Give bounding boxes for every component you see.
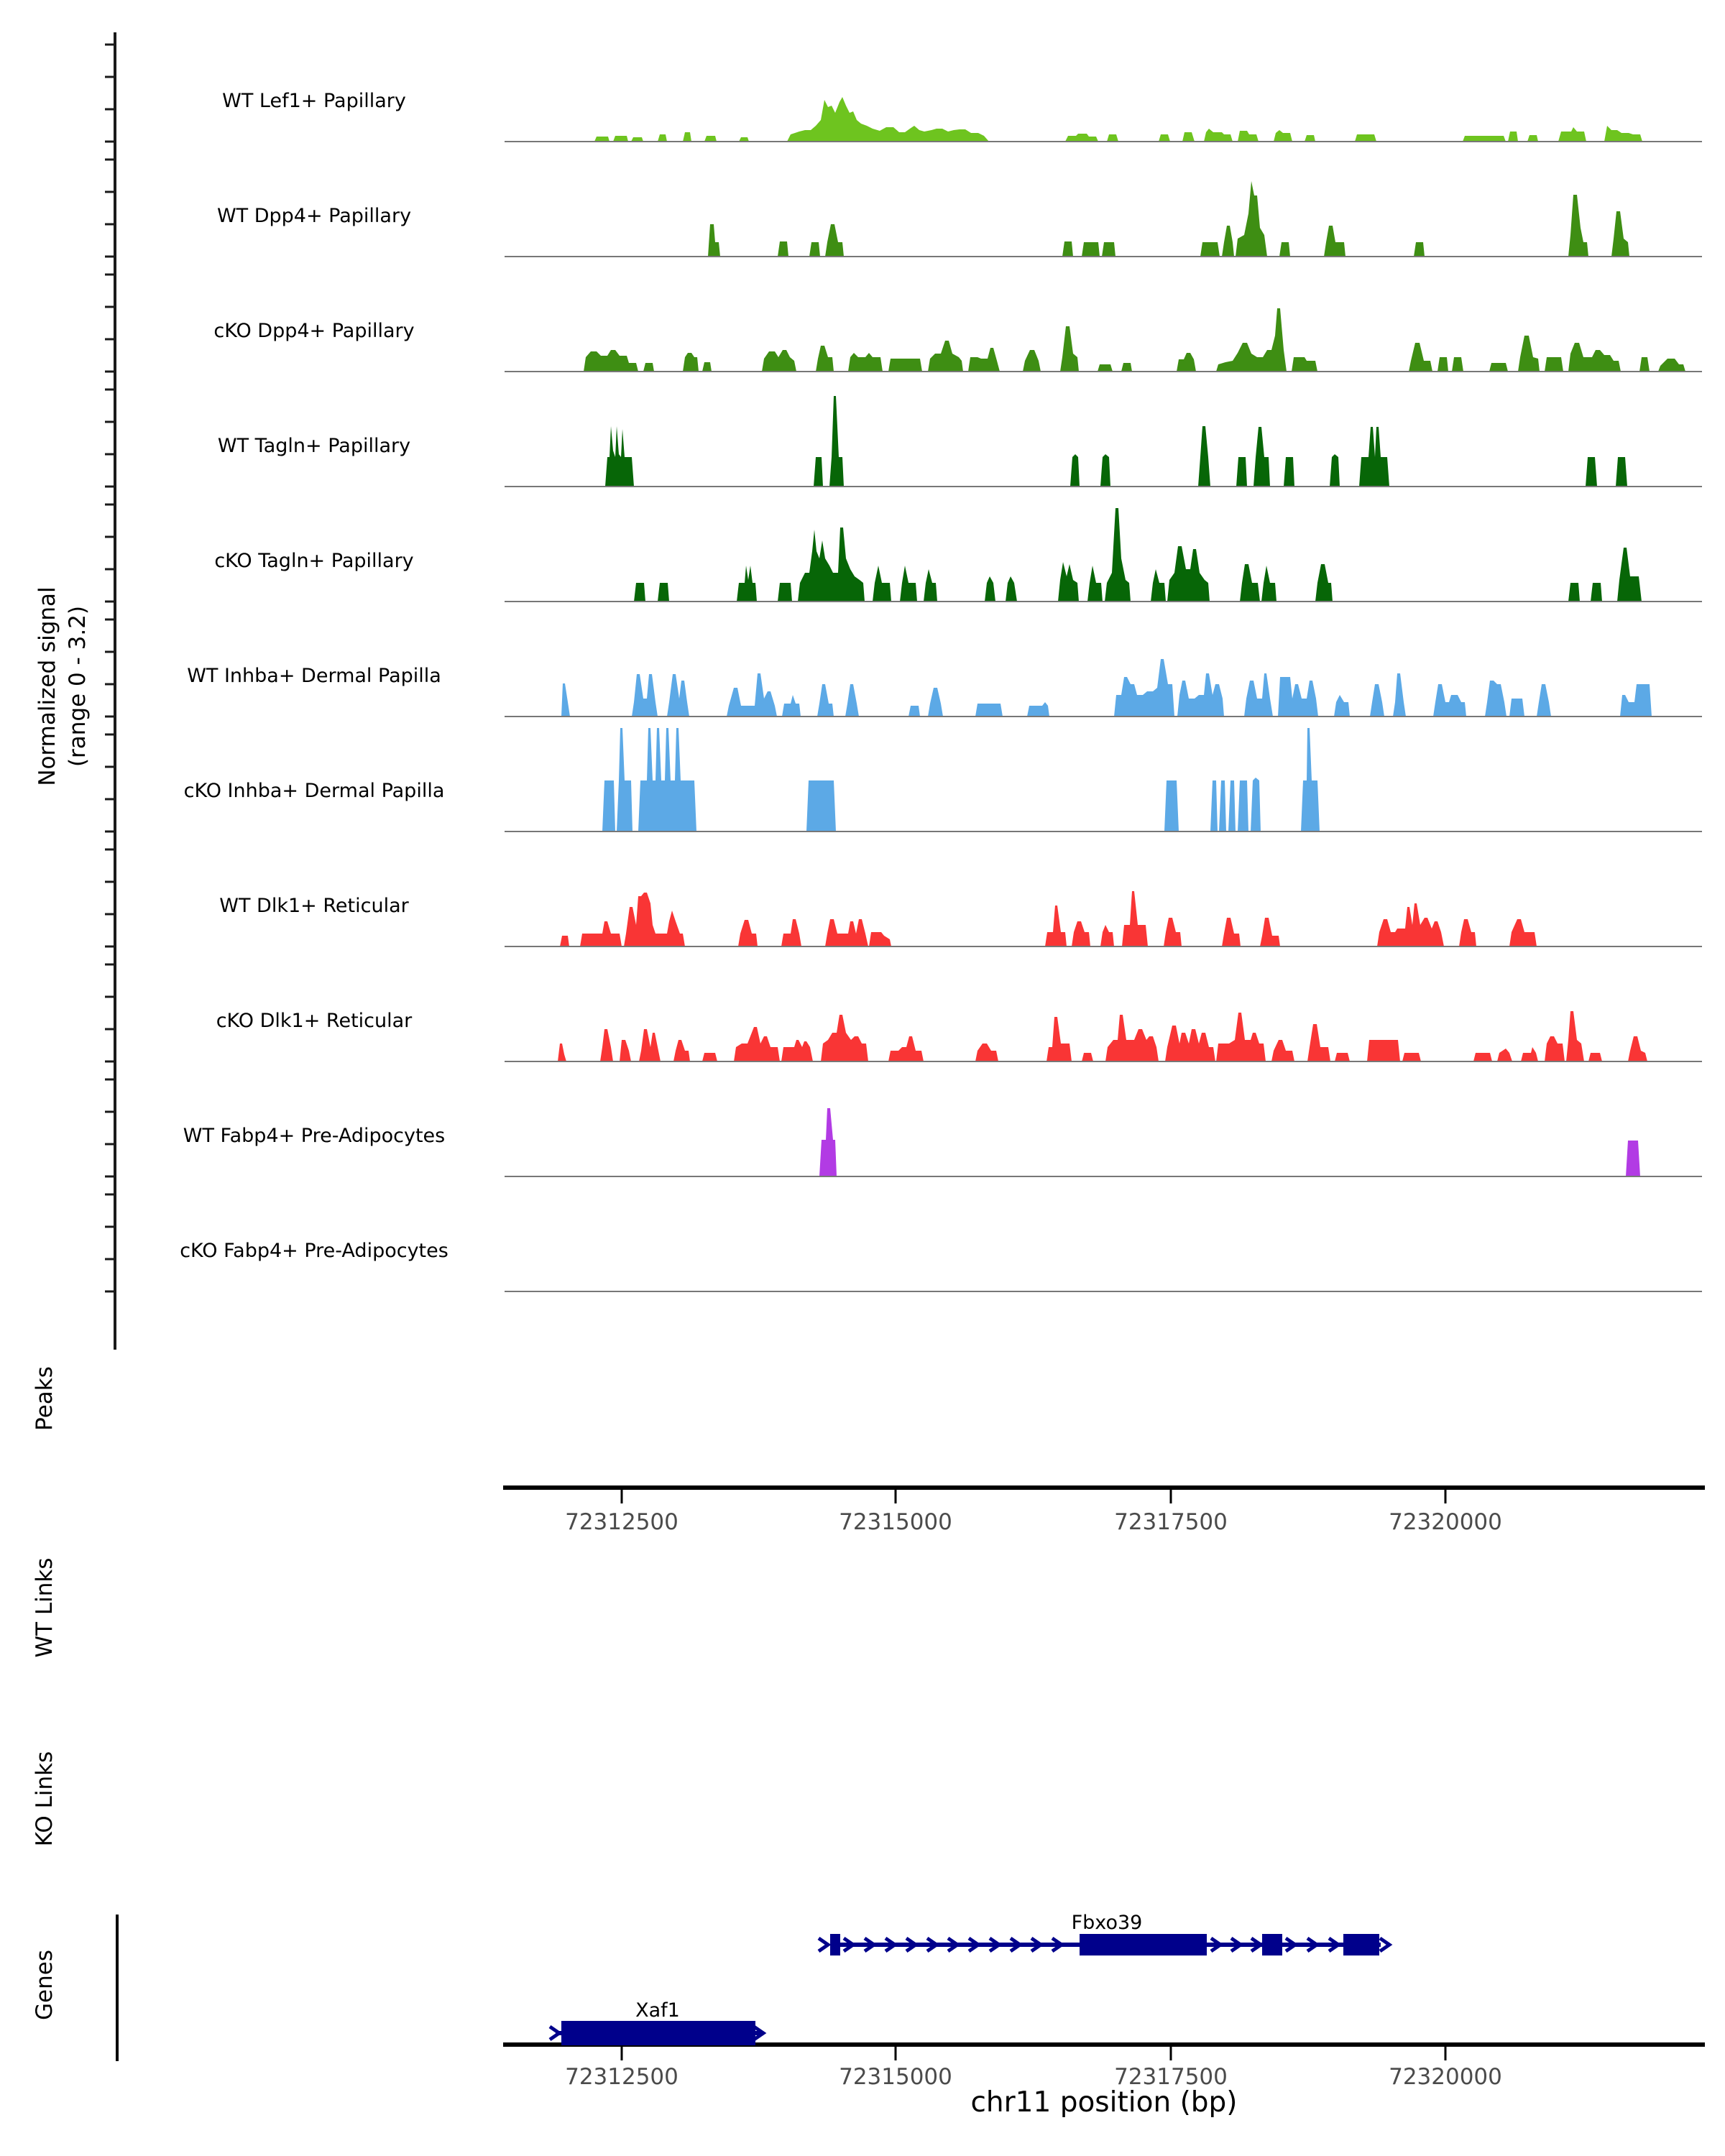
gene-strand-arrow-icon bbox=[550, 2027, 559, 2040]
track-label-cko-dpp4: cKO Dpp4+ Papillary bbox=[213, 320, 415, 342]
track-label-wt-lef1: WT Lef1+ Papillary bbox=[222, 90, 406, 112]
signal-track-wt-dpp4 bbox=[505, 181, 1702, 257]
bottom-axis-tick-label: 72315000 bbox=[839, 2064, 952, 2090]
peaks-axis-tick-label: 72320000 bbox=[1389, 1509, 1502, 1535]
track-label-cko-dlk1: cKO Dlk1+ Reticular bbox=[216, 1010, 413, 1032]
track-label-wt-inhba: WT Inhba+ Dermal Papilla bbox=[187, 665, 441, 687]
gene-label-Xaf1: Xaf1 bbox=[635, 1999, 680, 2022]
section-label-ko-links: KO Links bbox=[32, 1751, 58, 1847]
peaks-axis-tick-label: 72312500 bbox=[565, 1509, 678, 1535]
section-label-wt-links: WT Links bbox=[32, 1557, 58, 1658]
signal-track-cko-tagln bbox=[505, 508, 1702, 602]
bottom-axis-tick-label: 72317500 bbox=[1114, 2064, 1228, 2090]
gene-strand-arrow-icon bbox=[1380, 1938, 1389, 1951]
signal-track-wt-lef1 bbox=[505, 97, 1702, 142]
section-label-peaks: Peaks bbox=[32, 1366, 58, 1431]
signal-track-cko-dpp4 bbox=[505, 308, 1702, 372]
peaks-axis-line bbox=[503, 1485, 1705, 1490]
x-axis-title: chr11 position (bp) bbox=[970, 2086, 1238, 2119]
gene-strand-arrow-icon bbox=[819, 1938, 828, 1951]
track-label-cko-tagln: cKO Tagln+ Papillary bbox=[214, 550, 414, 572]
y-axis-label-line1: Normalized signal bbox=[34, 586, 61, 786]
track-label-wt-dpp4: WT Dpp4+ Papillary bbox=[216, 205, 412, 227]
signal-track-wt-dlk1 bbox=[505, 891, 1702, 946]
signal-track-wt-tagln bbox=[505, 396, 1702, 487]
track-label-wt-tagln: WT Tagln+ Papillary bbox=[217, 435, 411, 457]
gene-exon-Fbxo39 bbox=[1262, 1934, 1282, 1955]
y-axis-label-line2: (range 0 - 3.2) bbox=[65, 605, 91, 768]
gene-exon-Xaf1 bbox=[561, 2021, 755, 2045]
y-axis-label bbox=[33, 586, 93, 786]
section-label-genes: Genes bbox=[32, 1950, 58, 2020]
gene-exon-Fbxo39 bbox=[1080, 1934, 1207, 1955]
signal-track-cko-inhba bbox=[505, 728, 1702, 831]
peaks-axis-tick-label: 72317500 bbox=[1114, 1509, 1228, 1535]
signal-track-wt-fabp4 bbox=[505, 1108, 1702, 1176]
track-label-cko-inhba: cKO Inhba+ Dermal Papilla bbox=[183, 780, 445, 802]
signal-track-cko-dlk1 bbox=[505, 1011, 1702, 1061]
track-label-wt-fabp4: WT Fabp4+ Pre-Adipocytes bbox=[183, 1125, 446, 1147]
peaks-axis-tick-label: 72315000 bbox=[839, 1509, 952, 1535]
track-label-cko-fabp4: cKO Fabp4+ Pre-Adipocytes bbox=[180, 1240, 448, 1262]
gene-exon-Fbxo39 bbox=[830, 1934, 840, 1955]
bottom-axis-tick-label: 72312500 bbox=[565, 2064, 678, 2090]
gene-exon-Fbxo39 bbox=[1343, 1934, 1379, 1955]
bottom-axis-tick-label: 72320000 bbox=[1389, 2064, 1502, 2090]
track-label-wt-dlk1: WT Dlk1+ Reticular bbox=[219, 895, 409, 917]
signal-track-wt-inhba bbox=[505, 659, 1702, 717]
gene-label-Fbxo39: Fbxo39 bbox=[1071, 1912, 1143, 1934]
